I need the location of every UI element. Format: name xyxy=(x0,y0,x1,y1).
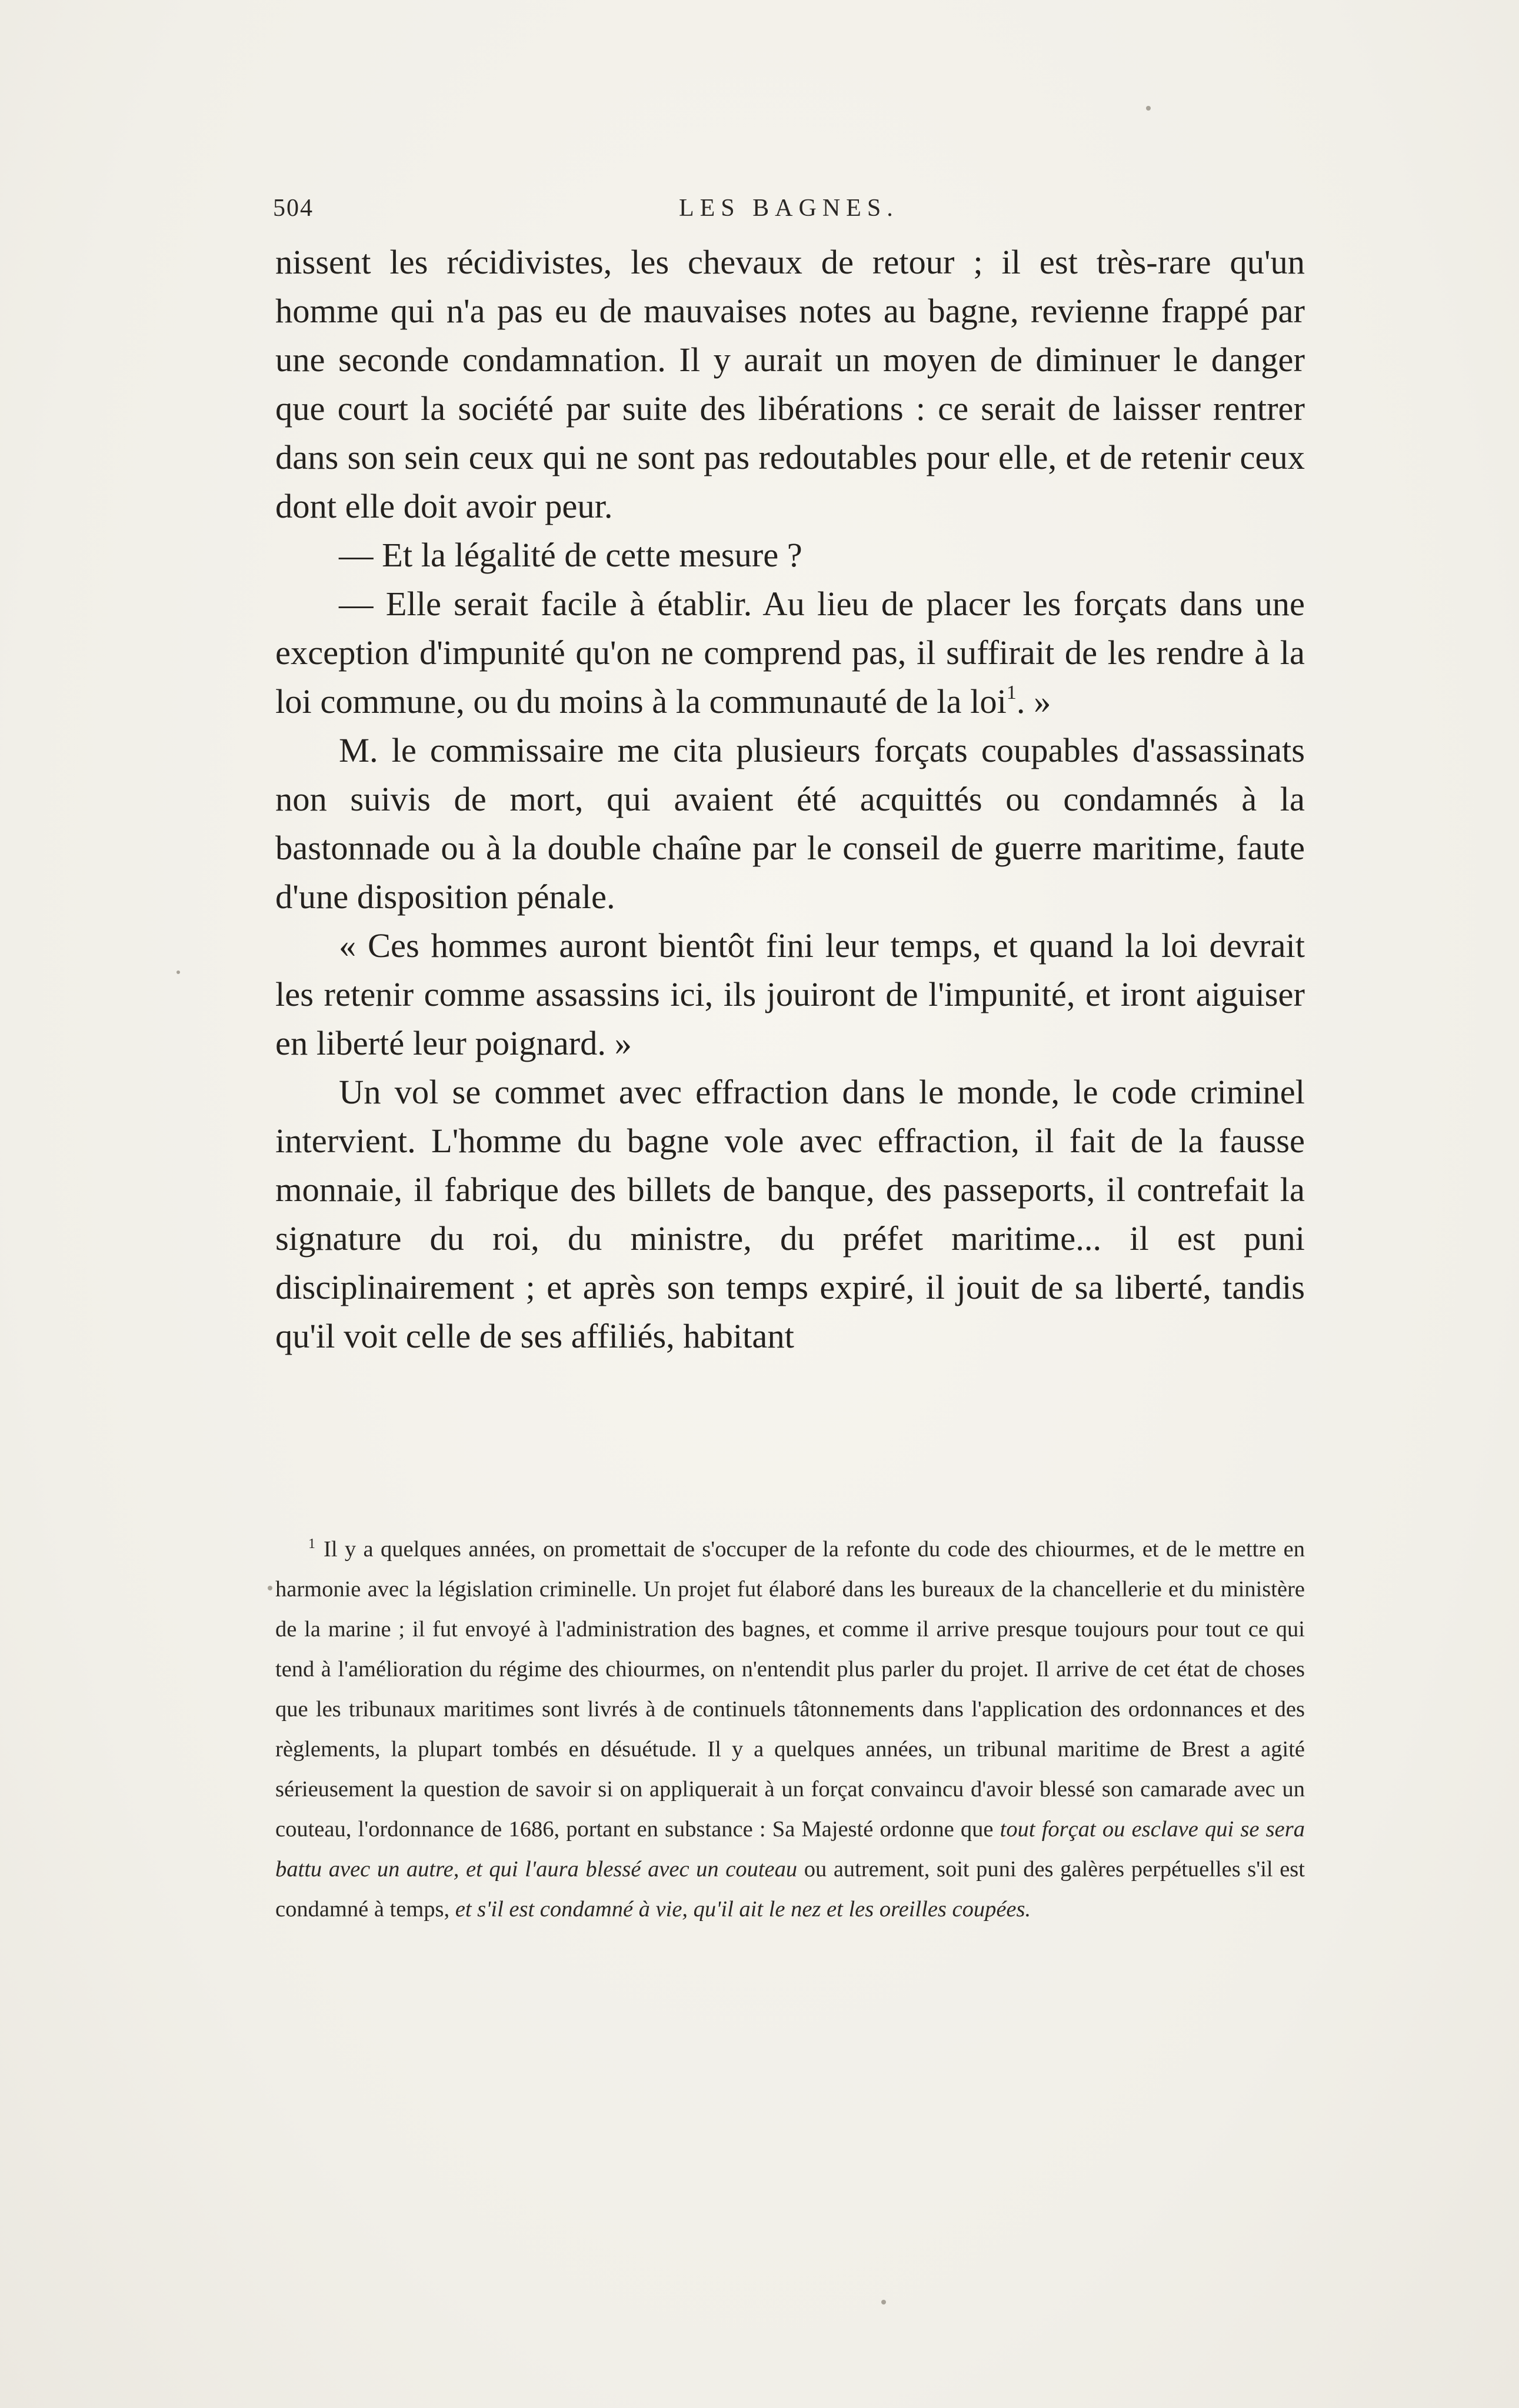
footnote-text: Il y a quelques années, on promettait de s'occuper de la refonte du code des chiourmes, et de le mettre en harmonie avec la législation criminelle. Un projet fut élaboré dans les bureaux de la chancellerie et du ministère de la marine ; il fut envoyé à l'administration des bagnes, et comme il arrive presque toujours pour tout ce qui tend à l'amélioration du régime des chiourmes, on n'entendit plus parler du projet. Il arrive de cet état de choses que les tribunaux maritimes sont livrés à de continuels tâtonnements dans l'application des ordonnances et des règlements, la plupart tombés en désuétude. Il y a quelques années, un tribunal maritime de Brest a agité sérieusement la question de savoir si on appliquerait à un forçat convaincu d'avoir blessé son camarade avec un couteau, l'ordonnance de 1686, portant en substance : Sa Majesté ordonne que xyxy=(275,1537,1305,1842)
paragraph-text: — Elle serait facile à établir. Au lieu de placer les forçats dans une exception d'impunité qu'on ne comprend pas, il suffirait de les rendre à la loi commune, ou du moins à la communauté de la loi xyxy=(275,585,1305,721)
footnote-italic-quote: tout forçat ou esclave qui se sera battu avec un autre, et qui l'aura blessé avec un couteau xyxy=(275,1817,1305,1882)
footnote-italic-quote: et s'il est condamné à vie, qu'il ait le nez et les oreilles coupées. xyxy=(455,1897,1031,1922)
paragraph: « Ces hommes auront bientôt fini leur temps, et quand la loi devrait les retenir comme assassins ici, ils jouiront de l'impunité, et iront aiguiser en liberté leur poignard. » xyxy=(275,926,1305,1062)
paper-speck xyxy=(176,970,180,974)
paragraph xyxy=(275,579,1305,726)
paper-speck xyxy=(1146,106,1151,111)
running-title: LES BAGNES. xyxy=(679,195,899,222)
paragraph: — Et la légalité de cette mesure ? xyxy=(339,536,802,574)
footnote-marker: 1 xyxy=(308,1536,315,1552)
paragraph: M. le commissaire me cita plusieurs forçats coupables d'assassinats non suivis de mort, qui avaient été acquittés ou condamnés à la bastonnade ou à la double chaîne par le conseil de guerre maritime, faute d'une disposition pénale. xyxy=(275,731,1305,916)
footnote-reference: 1 xyxy=(1006,682,1017,703)
paragraph: nissent les récidivistes, les chevaux de retour ; il est très-rare qu'un homme qui n'a pas eu de mauvaises notes au bagne, revienne frappé par une seconde condamnation. Il y aurait un moyen de diminuer le danger que court la société par suite des libérations : ce serait de laisser rentrer dans son sein ceux qui ne sont pas redoutables pour elle, et de retenir ceux dont elle doit avoir peur. xyxy=(275,243,1305,525)
paragraph: Un vol se commet avec effraction dans le monde, le code criminel intervient. L'homme du bagne vole avec effraction, il fait de la fausse monnaie, il fabrique des billets de banque, des passeports, il contrefait la signature du roi, du ministre, du préfet maritime... il est puni disciplinairement ; et après son temps expiré, il jouit de sa liberté, tandis qu'il voit celle de ses affiliés, habitant xyxy=(275,1073,1305,1355)
paper-speck xyxy=(881,2300,886,2304)
page-number: 504 xyxy=(273,195,314,222)
paragraph-tail: . » xyxy=(1016,682,1051,721)
body-text xyxy=(275,238,1305,1360)
running-head xyxy=(273,194,1308,229)
footnote-text: ou autrement, soit puni des galères perpétuelles s'il est condamné à temps, xyxy=(275,1857,1305,1922)
paper-speck xyxy=(268,1586,272,1590)
footnote xyxy=(275,1529,1305,1929)
